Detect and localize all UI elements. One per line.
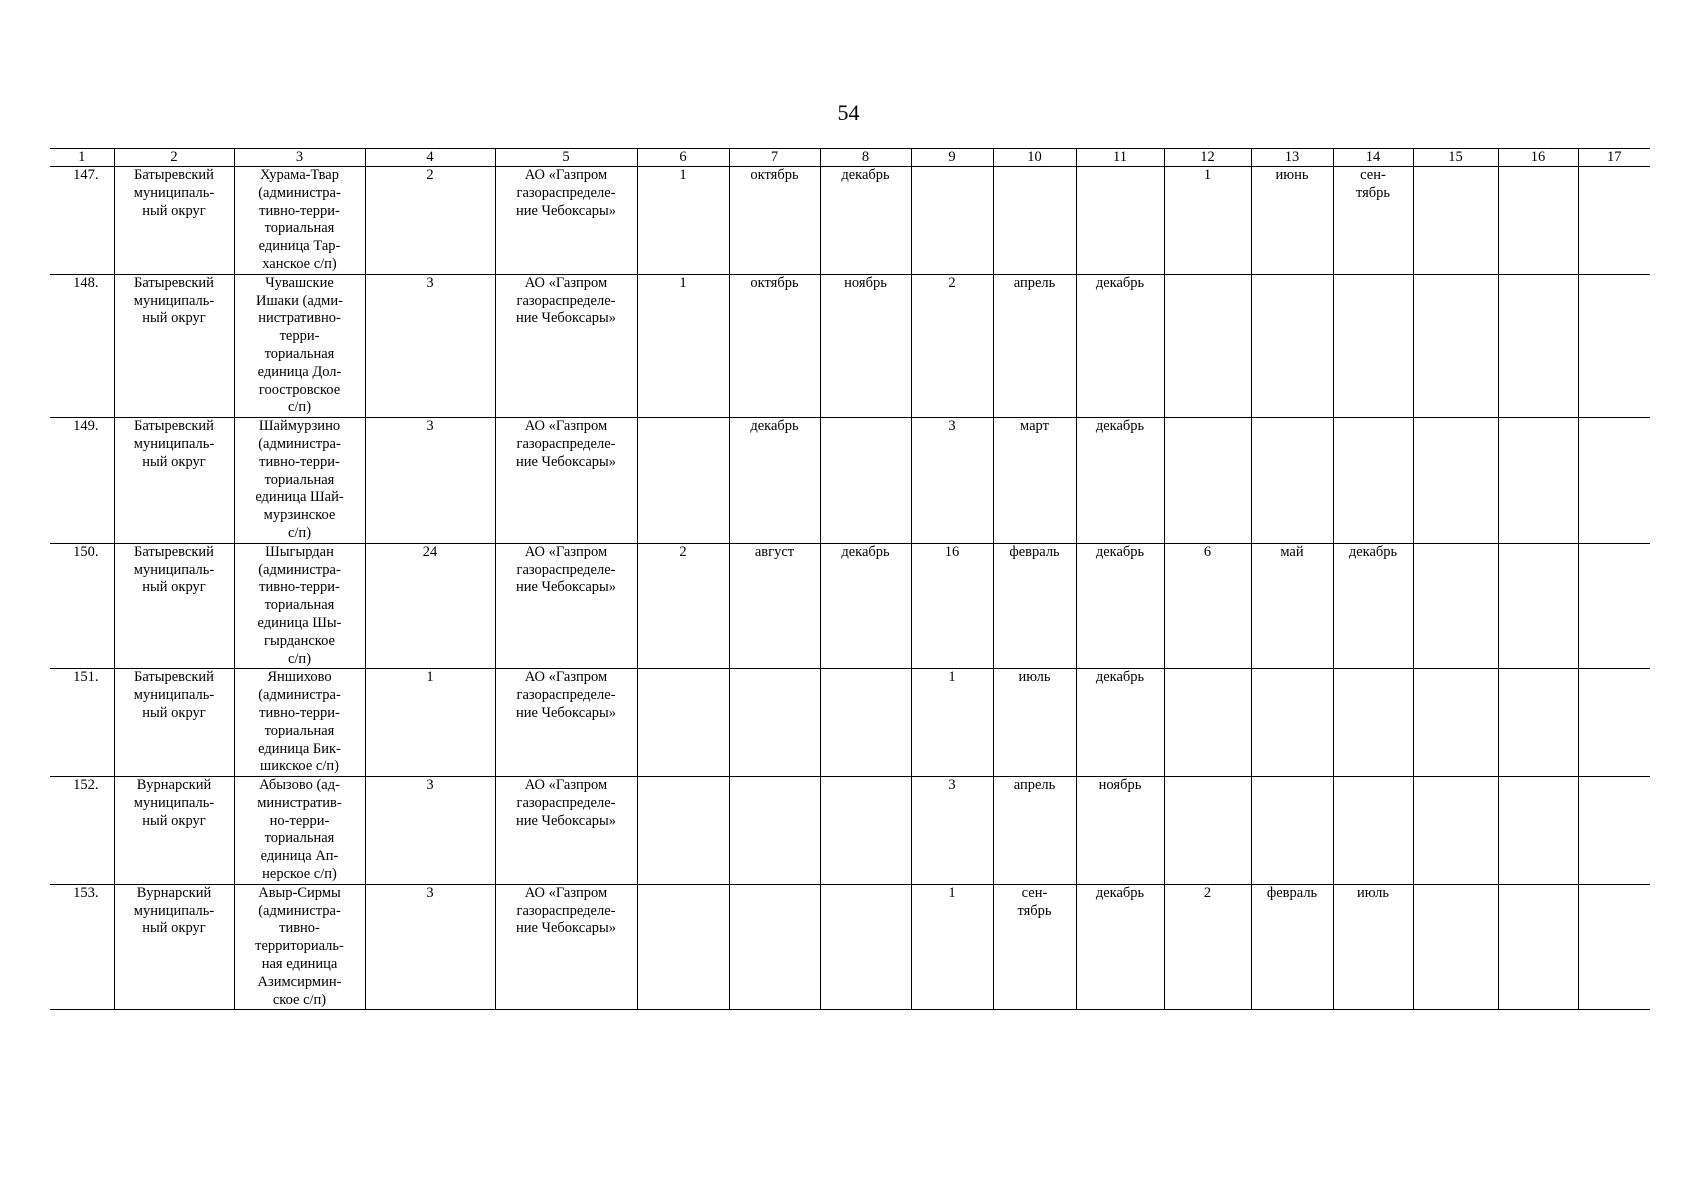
cell-6: [637, 669, 729, 777]
cell-8: [820, 777, 911, 885]
organization-cell: АО «Газпром газораспределе- ние Чебоксары»: [495, 884, 637, 1010]
cell-17: [1578, 543, 1650, 669]
column-number: 17: [1578, 149, 1650, 167]
cell-14: сен- тябрь: [1333, 167, 1413, 275]
table-row: [50, 274, 1650, 417]
cell-14: июль: [1333, 884, 1413, 1010]
cell-14: декабрь: [1333, 543, 1413, 669]
organization-cell: АО «Газпром газораспределе- ние Чебоксары»: [495, 167, 637, 275]
column-number: 11: [1076, 149, 1164, 167]
cell-17: [1578, 167, 1650, 275]
quantity-cell: 1: [365, 669, 495, 777]
cell-14: [1333, 777, 1413, 885]
column-number: 16: [1498, 149, 1578, 167]
row-number: 150.: [50, 543, 114, 669]
cell-11: декабрь: [1076, 543, 1164, 669]
cell-13: [1251, 274, 1333, 417]
cell-10: [993, 167, 1076, 275]
locality-cell: Хурама-Твар (администра- тивно-терри- ториальная единица Тар- ханское с/п): [234, 167, 365, 275]
cell-11: декабрь: [1076, 669, 1164, 777]
cell-6: 1: [637, 167, 729, 275]
organization-cell: АО «Газпром газораспределе- ние Чебоксары»: [495, 777, 637, 885]
cell-16: [1498, 884, 1578, 1010]
locality-cell: Яншихово (администра- тивно-терри- ториальная единица Бик- шикское с/п): [234, 669, 365, 777]
column-number: 3: [234, 149, 365, 167]
cell-10: апрель: [993, 274, 1076, 417]
cell-16: [1498, 167, 1578, 275]
column-number: 2: [114, 149, 234, 167]
table-row: [50, 167, 1650, 275]
cell-14: [1333, 418, 1413, 544]
cell-10: апрель: [993, 777, 1076, 885]
district-cell: Батыревский муниципаль- ный округ: [114, 167, 234, 275]
locality-cell: Шыгырдан (администра- тивно-терри- ториальная единица Шы- гырданское с/п): [234, 543, 365, 669]
column-number: 15: [1413, 149, 1498, 167]
cell-11: декабрь: [1076, 274, 1164, 417]
cell-11: декабрь: [1076, 418, 1164, 544]
column-number: 10: [993, 149, 1076, 167]
cell-8: ноябрь: [820, 274, 911, 417]
cell-15: [1413, 884, 1498, 1010]
cell-10: сен- тябрь: [993, 884, 1076, 1010]
cell-17: [1578, 884, 1650, 1010]
cell-7: [729, 884, 820, 1010]
organization-cell: АО «Газпром газораспределе- ние Чебоксары»: [495, 274, 637, 417]
cell-7: октябрь: [729, 274, 820, 417]
row-number: 152.: [50, 777, 114, 885]
cell-12: [1164, 418, 1251, 544]
cell-13: февраль: [1251, 884, 1333, 1010]
table-row: [50, 543, 1650, 669]
district-cell: Батыревский муниципаль- ный округ: [114, 669, 234, 777]
column-number: 1: [50, 149, 114, 167]
column-number: 9: [911, 149, 993, 167]
district-cell: Батыревский муниципаль- ный округ: [114, 543, 234, 669]
column-number: 7: [729, 149, 820, 167]
cell-11: [1076, 167, 1164, 275]
cell-6: 2: [637, 543, 729, 669]
cell-9: 1: [911, 669, 993, 777]
organization-cell: АО «Газпром газораспределе- ние Чебоксары»: [495, 418, 637, 544]
cell-8: [820, 418, 911, 544]
cell-6: [637, 777, 729, 885]
cell-13: [1251, 669, 1333, 777]
cell-12: [1164, 669, 1251, 777]
district-cell: Вурнарский муниципаль- ный округ: [114, 777, 234, 885]
quantity-cell: 2: [365, 167, 495, 275]
cell-17: [1578, 418, 1650, 544]
quantity-cell: 3: [365, 884, 495, 1010]
column-number: 13: [1251, 149, 1333, 167]
locality-cell: Абызово (ад- министратив- но-терри- ториальная единица Ап- нерское с/п): [234, 777, 365, 885]
locality-cell: Авыр-Сирмы (администра- тивно- территориаль- ная единица Азимсирмин- ское с/п): [234, 884, 365, 1010]
cell-15: [1413, 543, 1498, 669]
cell-13: май: [1251, 543, 1333, 669]
cell-11: ноябрь: [1076, 777, 1164, 885]
cell-12: 2: [1164, 884, 1251, 1010]
cell-15: [1413, 274, 1498, 417]
cell-6: 1: [637, 274, 729, 417]
district-cell: Батыревский муниципаль- ный округ: [114, 418, 234, 544]
column-number: 12: [1164, 149, 1251, 167]
quantity-cell: 24: [365, 543, 495, 669]
cell-15: [1413, 777, 1498, 885]
table-row: [50, 884, 1650, 1010]
column-number: 4: [365, 149, 495, 167]
cell-14: [1333, 669, 1413, 777]
cell-17: [1578, 777, 1650, 885]
column-number: 14: [1333, 149, 1413, 167]
cell-10: март: [993, 418, 1076, 544]
cell-13: июнь: [1251, 167, 1333, 275]
cell-16: [1498, 543, 1578, 669]
cell-16: [1498, 418, 1578, 544]
cell-11: декабрь: [1076, 884, 1164, 1010]
organization-cell: АО «Газпром газораспределе- ние Чебоксары»: [495, 669, 637, 777]
cell-16: [1498, 274, 1578, 417]
cell-9: 2: [911, 274, 993, 417]
schedule-table: [50, 148, 1650, 1010]
cell-10: февраль: [993, 543, 1076, 669]
column-number: 6: [637, 149, 729, 167]
cell-15: [1413, 669, 1498, 777]
cell-8: декабрь: [820, 167, 911, 275]
quantity-cell: 3: [365, 777, 495, 885]
cell-7: декабрь: [729, 418, 820, 544]
cell-7: октябрь: [729, 167, 820, 275]
locality-cell: Чувашские Ишаки (адми- нистративно- терри- ториальная единица Дол- гоостровское с/п): [234, 274, 365, 417]
column-number: 8: [820, 149, 911, 167]
cell-7: август: [729, 543, 820, 669]
cell-9: [911, 167, 993, 275]
cell-9: 1: [911, 884, 993, 1010]
table-row: [50, 777, 1650, 885]
cell-8: декабрь: [820, 543, 911, 669]
cell-9: 3: [911, 418, 993, 544]
cell-6: [637, 418, 729, 544]
quantity-cell: 3: [365, 418, 495, 544]
quantity-cell: 3: [365, 274, 495, 417]
cell-13: [1251, 418, 1333, 544]
page-number: 54: [837, 100, 860, 125]
header-row: [50, 149, 1650, 167]
cell-16: [1498, 777, 1578, 885]
cell-12: 6: [1164, 543, 1251, 669]
row-number: 149.: [50, 418, 114, 544]
table-row: [50, 418, 1650, 544]
cell-15: [1413, 167, 1498, 275]
cell-15: [1413, 418, 1498, 544]
cell-7: [729, 777, 820, 885]
cell-14: [1333, 274, 1413, 417]
cell-12: [1164, 777, 1251, 885]
cell-12: [1164, 274, 1251, 417]
cell-12: 1: [1164, 167, 1251, 275]
row-number: 147.: [50, 167, 114, 275]
cell-6: [637, 884, 729, 1010]
table-row: [50, 669, 1650, 777]
cell-9: 3: [911, 777, 993, 885]
cell-9: 16: [911, 543, 993, 669]
row-number: 153.: [50, 884, 114, 1010]
organization-cell: АО «Газпром газораспределе- ние Чебоксары»: [495, 543, 637, 669]
row-number: 151.: [50, 669, 114, 777]
district-cell: Вурнарский муниципаль- ный округ: [114, 884, 234, 1010]
cell-17: [1578, 274, 1650, 417]
column-number: 5: [495, 149, 637, 167]
cell-7: [729, 669, 820, 777]
row-number: 148.: [50, 274, 114, 417]
cell-16: [1498, 669, 1578, 777]
cell-13: [1251, 777, 1333, 885]
cell-8: [820, 884, 911, 1010]
cell-17: [1578, 669, 1650, 777]
locality-cell: Шаймурзино (администра- тивно-терри- ториальная единица Шай- мурзинское с/п): [234, 418, 365, 544]
cell-10: июль: [993, 669, 1076, 777]
cell-8: [820, 669, 911, 777]
district-cell: Батыревский муниципаль- ный округ: [114, 274, 234, 417]
